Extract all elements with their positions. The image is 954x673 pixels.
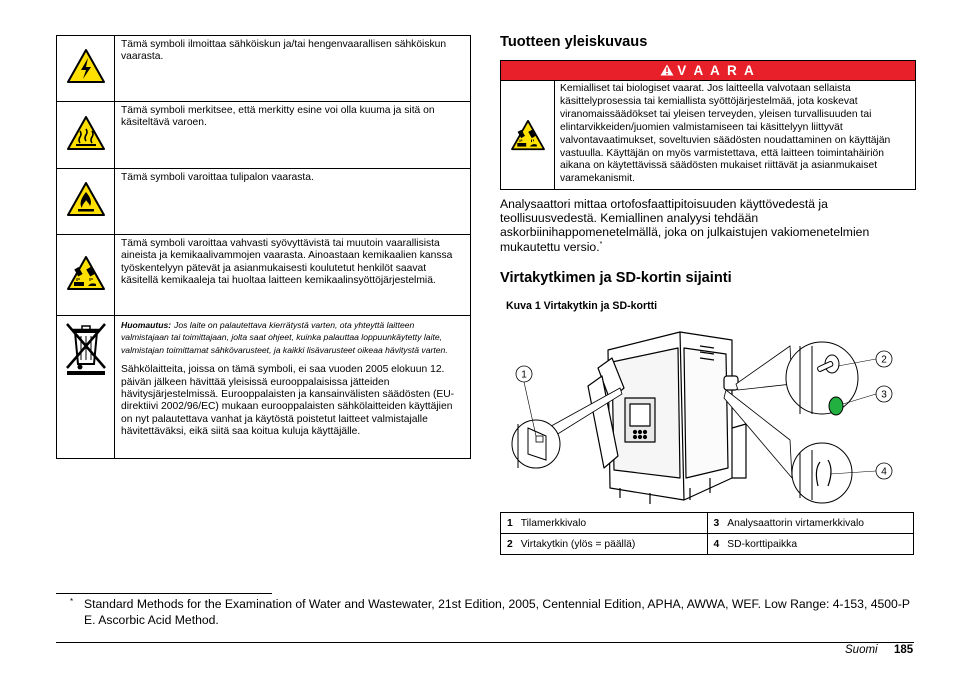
section-heading-overview: Tuotteen yleiskuvaus [500,34,648,50]
legend-label: Tilamerkkivalo [520,517,587,529]
section-heading-switch: Virtakytkimen ja SD-kortin sijainti [500,270,732,286]
hot-surface-warning-icon [57,102,115,169]
warning-triangle-icon [660,64,674,76]
symbol-description: Tämä symboli varoittaa tulipalon vaarasta. [115,169,471,235]
danger-label: V A A R A [677,63,756,78]
electrical-shock-warning-icon [57,36,115,102]
symbol-row [57,36,471,102]
danger-header [501,61,915,80]
footer-language: Suomi [845,644,878,656]
danger-box [500,60,916,190]
crossed-out-wheelie-bin-icon [57,316,115,459]
symbol-row [57,102,471,169]
chemical-hazard-icon [501,81,555,189]
legend-number: 4 [713,538,720,550]
note-text: Jos laite on palautettava kierrätystä varten, ota yhteyttä laitteen valmistajaan tai toimittajaan, jolta saat ohjeet, kuinka palauttaa loppuunkäytetty laite, valmistajan toimittamat sähkövarusteet, ja kaikki lisävarusteet oikeaa hävitystä varten. [121,320,448,355]
legend-label: Analysaattorin virtamerkkivalo [727,517,865,529]
analyzer-figure [500,328,914,506]
legend-item [501,513,708,534]
figure-legend [500,512,914,555]
symbol-row [57,169,471,235]
callout-label: 1 [521,369,527,381]
status-led-detail [512,420,560,468]
legend-label: Virtakytkin (ylös = päällä) [520,538,636,550]
callout-label: 4 [881,466,887,478]
weee-text: Sähkölaitteita, joissa on tämä symboli, ei saa vuoden 2005 elokuun 12. päivän jälkeen hävittää yleisissä eurooppalaisissa jätteiden hävitysjärjestelmissä. Eurooppalaisten ja kansainvälisten säädösten (EU-direktiivi 2002/96/EC) mukaan eurooppalaisten sähkölaitteiden käyttäjien on nyt palautettava vanhat ja käytöstä poistetut laitteet valmistajalle hävitettäväksi, eikä siitä saa koitua kuluja käyttäjälle. [121,364,455,438]
legend-number: 3 [713,517,720,529]
overview-paragraph [500,197,895,254]
callout-label: 3 [881,389,887,401]
footnote-divider [56,593,272,594]
danger-body [501,80,915,189]
symbol-description: Tämä symboli ilmoittaa sähköiskun ja/tai hengenvaarallisen sähköiskun vaarasta. [115,36,471,102]
symbol-description: Tämä symboli varoittaa vahvasti syövyttävistä tai muutoin vaarallisista aineista ja kemikaalivammojen vaarasta. Ainoastaan kemikaalien kanssa työskentelyyn pätevät ja asianmukaisesti koulutetut henkilöt saavat käsitellä kemikaaleja tai huoltaa laitteen kemikaalinsyöttöjärjestelmiä. [115,235,471,316]
corrosive-substance-warning-icon [57,235,115,316]
legend-row [501,513,914,534]
symbol-description: Tämä symboli merkitsee, että merkitty esine voi olla kuuma ja sitä on käsiteltävä varoen. [115,102,471,169]
legend-label: SD-korttipaikka [727,538,798,550]
footnote-mark: * [70,597,74,606]
legend-item [707,534,914,555]
symbol-table [56,35,471,459]
page-number: 185 [894,644,914,656]
note-label: Huomautus: [121,320,172,330]
symbol-row [57,235,471,316]
legend-item [501,534,708,555]
weee-note [121,319,464,357]
legend-row [501,534,914,555]
legend-number: 1 [507,517,513,529]
danger-text: Kemialliset tai biologiset vaarat. Jos laitteella valvotaan sellaista käsittelyprosessia tai kemiallista syöttöjärjestelmää, jota koskevat viranomaissäädökset tai yleisen terveyden, yleisen turvallisuuden tai elintarvikkeiden/juomien valmistamiseen tai käsittelyyn liittyvät valvontavaatimukset, soveltuvien säädösten noudattaminen on käyttäjän vastuulla. Käyttäjän on myös varmistettava, että laitteen toimintahäiriön aikana on käytettävissä säädösten mukaiset riittävät ja asianmukaiset varamekanismit. [560,83,891,185]
callout-label: 2 [881,354,887,366]
legend-number: 2 [507,538,513,550]
footer-divider [56,642,914,643]
footnote-text: Standard Methods for the Examination of Water and Wastewater, 21st Edition, 2005, Centennial Edition, APHA, AWWA, WEF. Low Range: 4-153, 4500-P E. Ascorbic Acid Method. [84,597,910,627]
symbol-row [57,316,471,459]
overview-text: Analysaattori mittaa ortofosfaattipitoisuuden käyttövedestä ja teollisuusvedestä. Kemiallinen analyysi tehdään askorbiinihappomenetelmällä, joka on julkaistujen vakiomenetelmien mukautettu versio. [500,197,870,254]
figure-caption: Kuva 1 Virtakytkin ja SD-kortti [506,300,658,312]
power-switch-detail [786,342,858,415]
fire-hazard-warning-icon [57,169,115,235]
legend-item [707,513,914,534]
footnote-reference: * [599,240,603,248]
weee-description [115,316,471,459]
